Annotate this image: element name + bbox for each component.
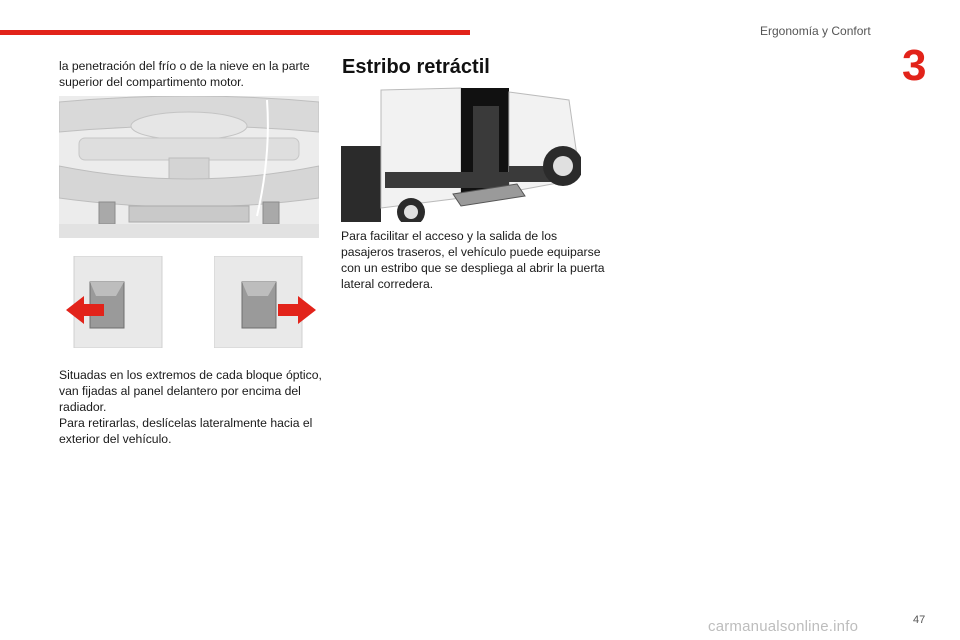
watermark: carmanualsonline.info xyxy=(708,618,859,635)
intro-paragraph: la penetración del frío o de la nieve en la parte superior del compartimento motor. xyxy=(59,59,310,89)
section-heading: Estribo retráctil xyxy=(342,56,490,78)
chapter-number: 3 xyxy=(902,41,927,90)
engine-compartment-illustration xyxy=(59,96,319,238)
page-number: 47 xyxy=(913,614,926,626)
step-description: Para facilitar el acceso y la salida de los pasajeros traseros, el vehículo puede equiparse con un estribo que se despliega al abrir la puerta lateral corredera. xyxy=(341,229,605,291)
retractable-step-illustration xyxy=(341,86,581,222)
right-cover-removal-illustration xyxy=(214,256,318,348)
body-paragraph-1: Situadas en los extremos de cada bloque óptico, van fijadas al panel delantero por encima del radiador. xyxy=(59,368,322,414)
body-paragraph-2: Para retirarlas, deslícelas lateralmente hacia el exterior del vehículo. xyxy=(59,416,313,446)
left-cover-removal-illustration xyxy=(64,256,164,348)
section-title: Ergonomía y Confort xyxy=(760,24,871,38)
header-accent-bar xyxy=(0,30,470,35)
